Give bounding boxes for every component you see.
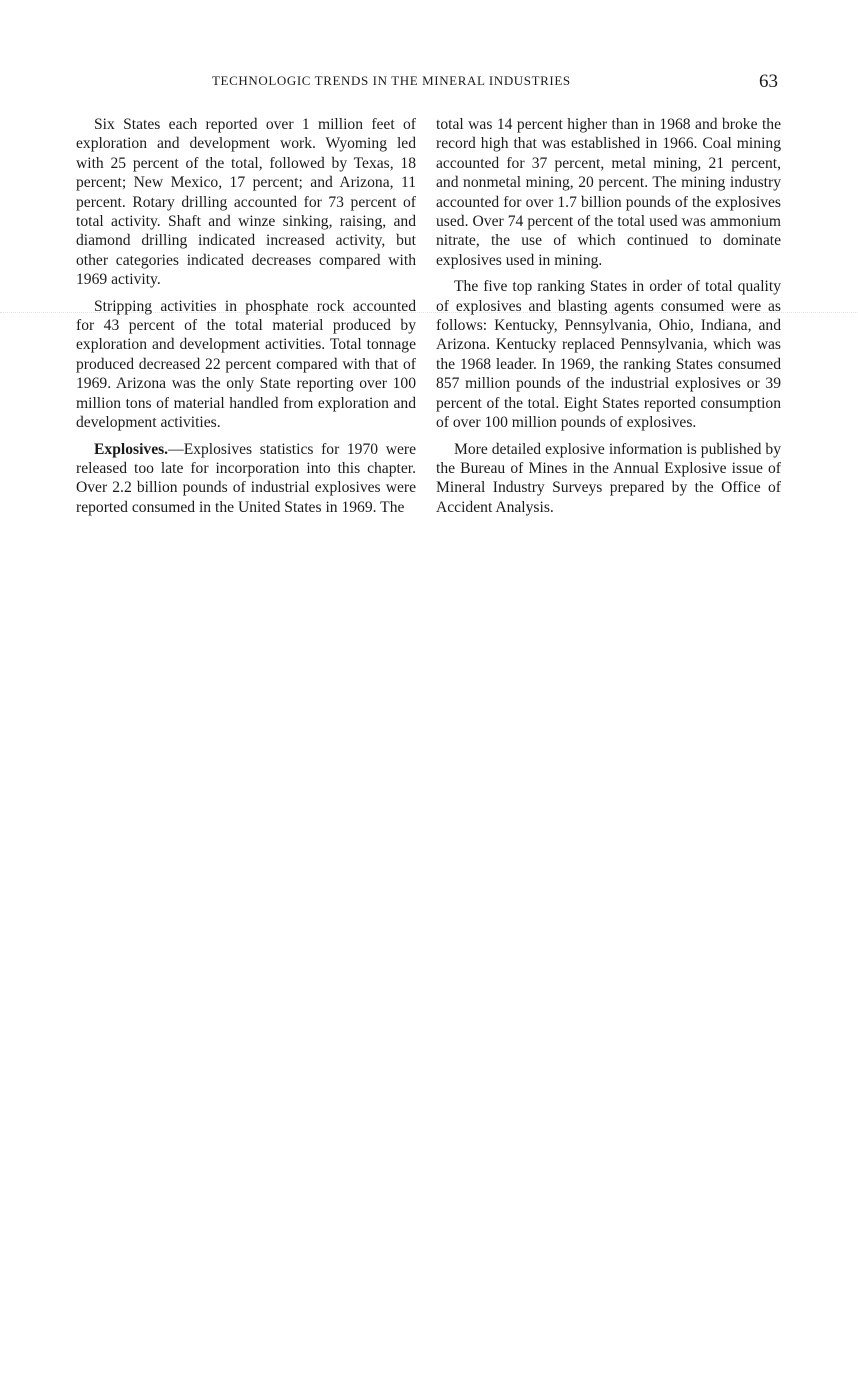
section-heading-explosives: Explosives. [94,440,169,458]
left-column [76,115,416,524]
paragraph-exploration-footage: Six States each reported over 1 million feet of exploration and development work. Wyoming led with 25 percent of the total, followed by Texas, 18 percent; New Mexico, 17 percent; and Arizona, 11 percent. Rotary drilling accounted for 73 percent of total activity. Shaft and winze sinking, raising, and diamond drilling indicated increased activity, but other categories indicated decreases compared with 1969 activity. [76,116,416,289]
paragraph-explosives-continued: total was 14 percent higher than in 1968 and broke the record high that was established in 1966. Coal mining accounted for 37 percent, metal mining, 21 percent, and nonmetal mining, 20 percent. The mining industry accounted for over 1.7 billion pounds of the explosives used. Over 74 percent of the total used was ammonium nitrate, the use of which continued to dominate explosives used in mining. [436,116,781,269]
right-column [436,115,781,524]
running-title: TECHNOLOGIC TRENDS IN THE MINERAL INDUSTRIES [212,73,571,88]
paragraph-explosives [76,440,416,518]
page-number: 63 [759,71,778,92]
page-header [0,72,858,96]
paragraph-top-ranking-states: The five top ranking States in order of total quality of explosives and blasting agents consumed were as follows: Kentucky, Pennsylvania, Ohio, Indiana, and Arizona. Kentucky replaced Pennsylvania, which was the 1968 leader. In 1969, the ranking States consumed 857 million pounds of the industrial explosives or 39 percent of the total. Eight States reported consumption of over 100 million pounds of explosives. [436,278,781,432]
paragraph-stripping-activities: Stripping activities in phosphate rock accounted for 43 percent of the total material produced by exploration and development activities. Total tonnage produced decreased 22 percent compared with that of 1969. Arizona was the only State reporting over 100 million tons of material handled from exploration and development activities. [76,297,416,432]
paragraph-detailed-information: More detailed explosive information is published by the Bureau of Mines in the Annual Explosive issue of Mineral Industry Surveys prepared by the Office of Accident Analysis. [436,440,781,516]
paragraph-explosives-body: —Explosives statistics for 1970 were released too late for incorporation into this chapter. Over 2.2 billion pounds of industrial explosives were reported consumed in the United States in 1969. The [76,440,416,516]
